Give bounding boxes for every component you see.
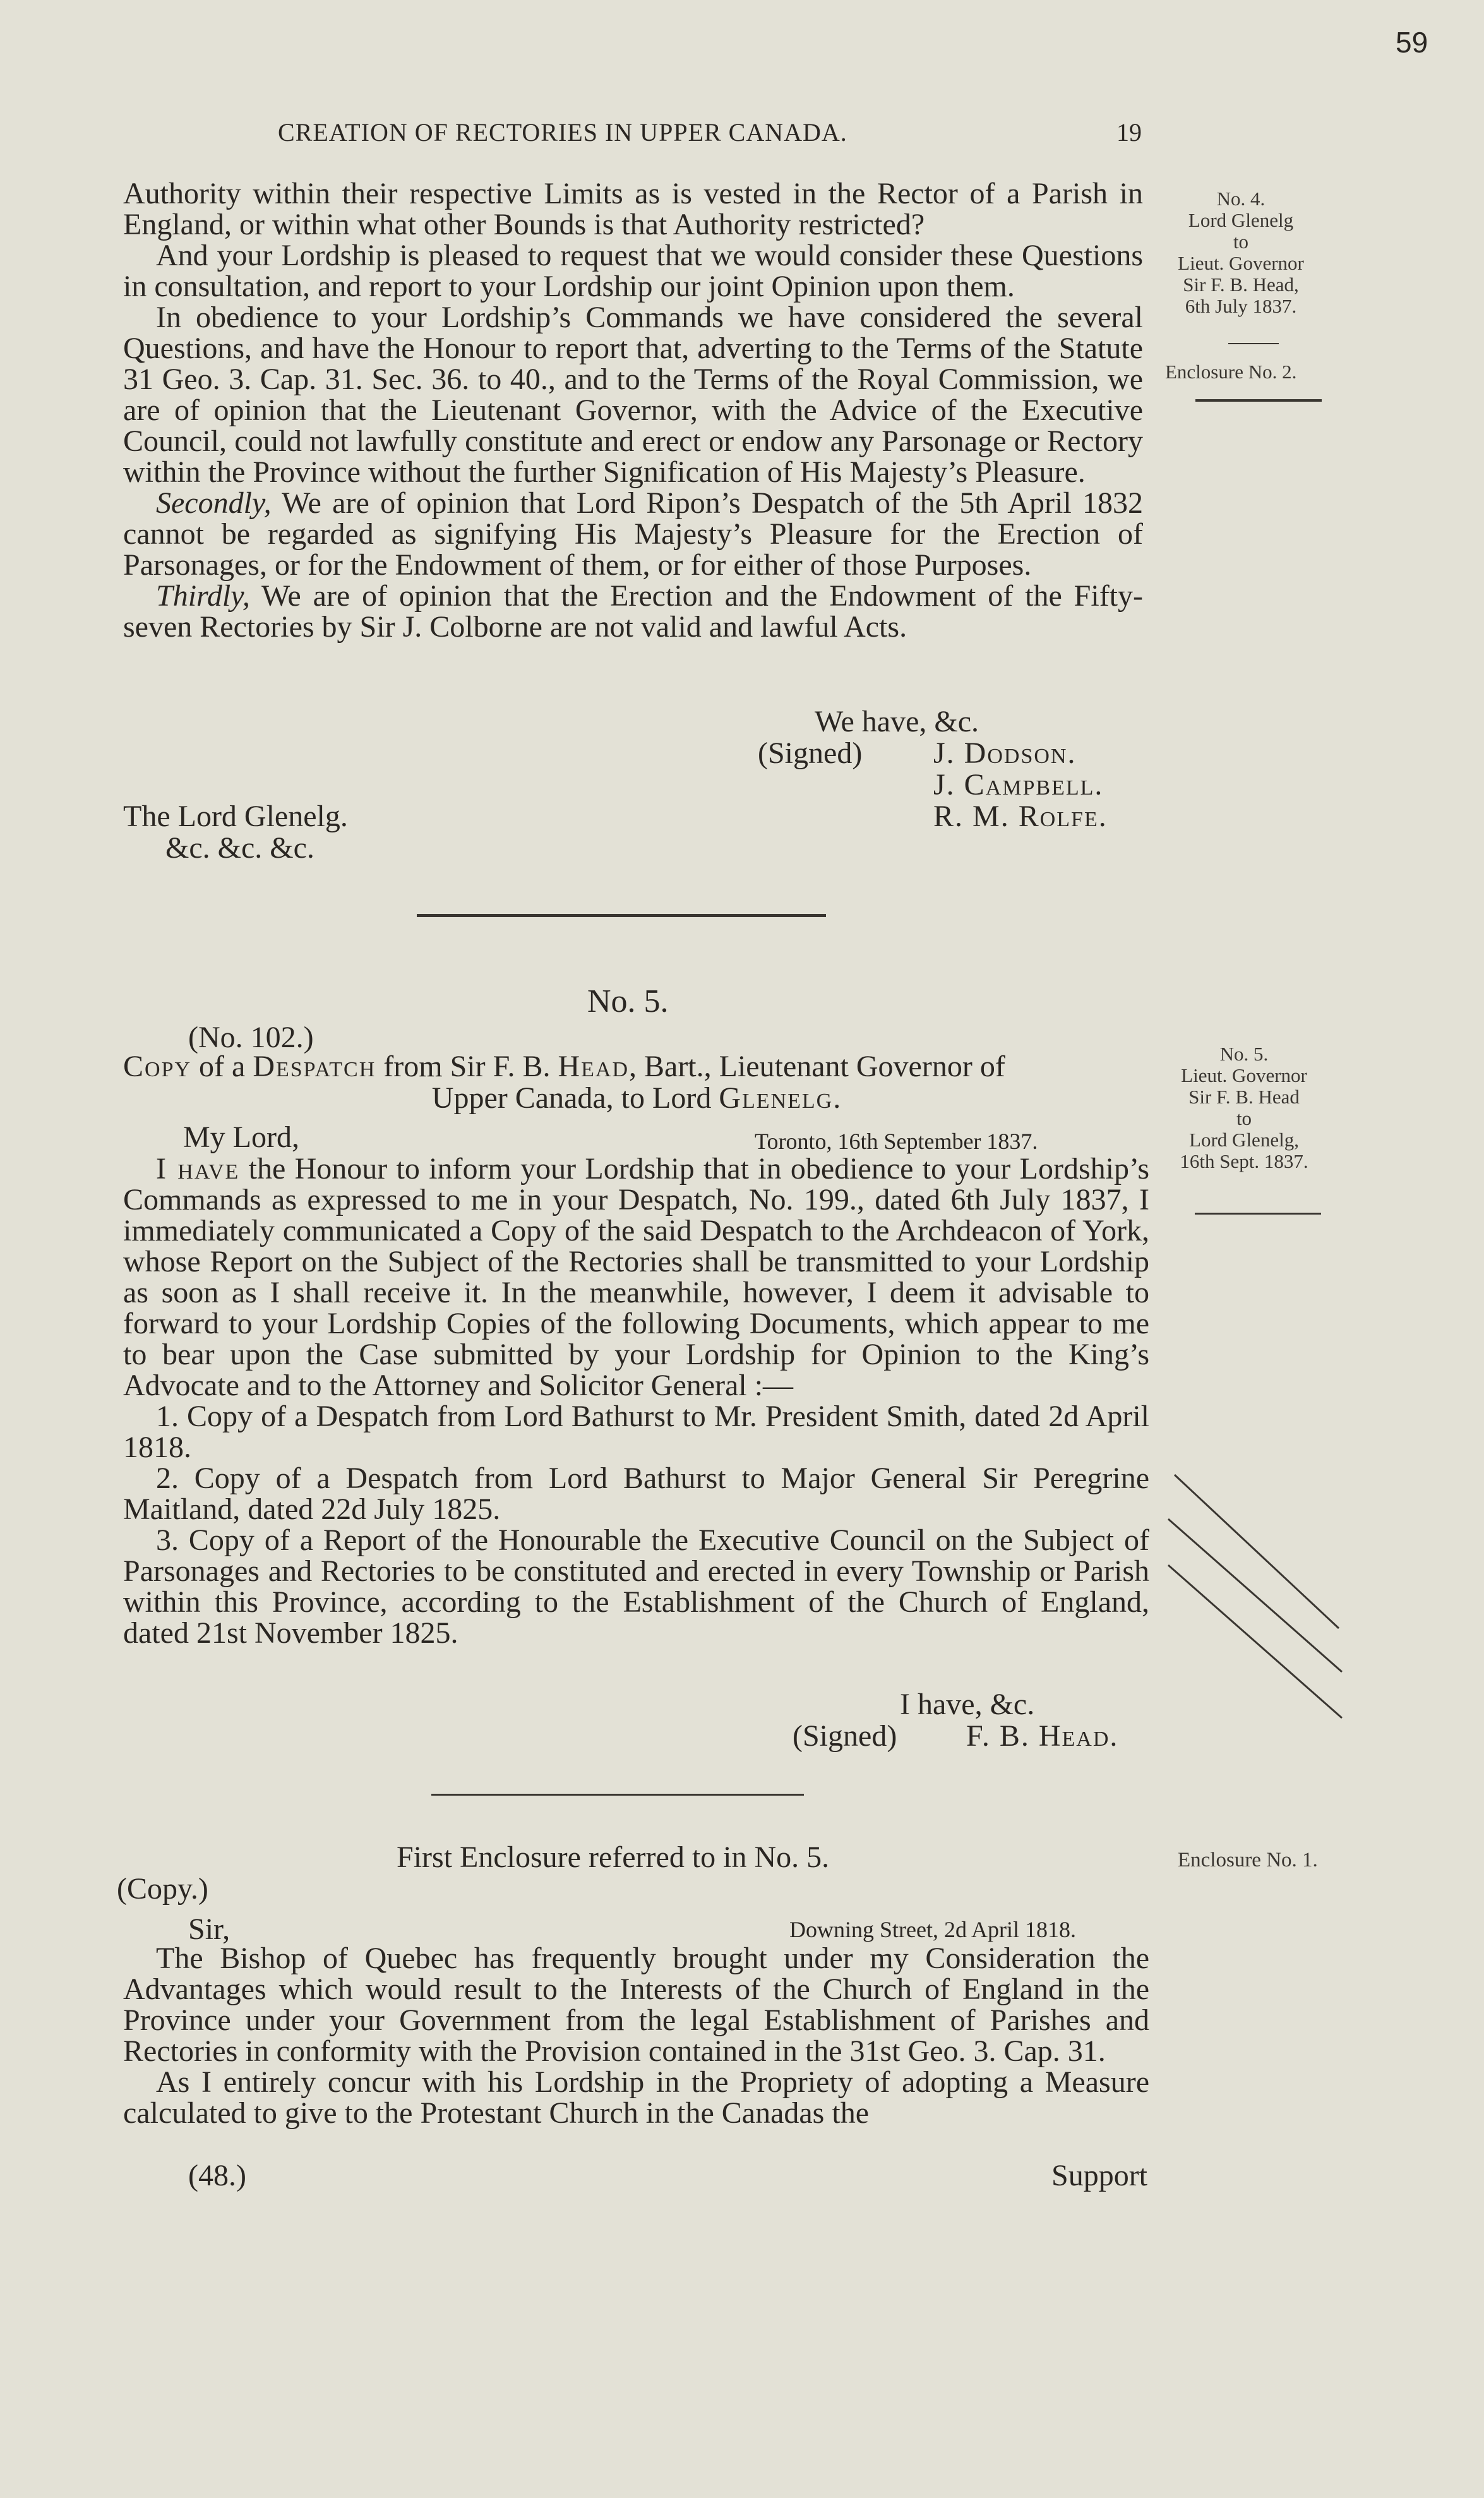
body-lead: I have [156, 1152, 240, 1186]
signatory: J. Dodson. [933, 736, 1077, 770]
despatch-body [123, 1153, 1149, 1648]
title-despatch: Despatch [253, 1050, 376, 1083]
section-divider [431, 1794, 804, 1796]
list-item: 1. Copy of a Despatch from Lord Bathurst to Mr. President Smith, dated 2d April 1818. [123, 1400, 1149, 1464]
margin-line: Sir F. B. Head, [1183, 273, 1299, 296]
margin-enclosure-1: Enclosure No. 1. [1178, 1849, 1318, 1871]
thirdly-lead: Thirdly, [156, 579, 250, 613]
copy-label: (Copy.) [117, 1872, 208, 1906]
title-copy: Copy [123, 1050, 192, 1083]
title-word: . [833, 1081, 841, 1115]
paragraph [123, 1153, 1149, 1401]
signatory: J. Campbell. [933, 768, 1104, 802]
part1-body [123, 178, 1143, 642]
despatch-number: (No. 102.) [188, 1021, 314, 1054]
title-word: from Sir F. B. [376, 1050, 558, 1083]
secondly-text: We are of opinion that Lord Ripon’s Despatch of the 5th April 1832 cannot be regarded as signifying His Majesty’s Pleasure for the Erection of Parsonages, or for the Endowment of them, or for either of those Purposes. [123, 486, 1143, 582]
paragraph: Authority within their respective Limits as is vested in the Rector of a Parish in England, or within what other Bounds is that Authority restricted? [123, 177, 1143, 241]
paragraph [123, 488, 1143, 580]
signatory: R. M. Rolfe. [933, 800, 1108, 833]
margin-line: to [1233, 231, 1249, 253]
signed-label: (Signed) [758, 736, 863, 770]
thirdly-text: We are of opinion that the Erection and the Endowment of the Fifty-seven Rectories by Sir J. Colborne are not valid and lawful Acts. [123, 579, 1143, 644]
margin-line: Sir F. B. Head [1188, 1086, 1300, 1108]
body-text: the Honour to inform your Lordship that in obedience to your Lordship’s Commands as expressed to me in your Despatch, No. 199., dated 6th July 1837, I immediately communicated a Copy of the said Despatch to the Archdeacon of York, whose Report on the Subject of the Rectories shall be transmitted to your Lordship as soon as I shall receive it. In the meanwhile, however, I deem it advisable to forward to your Lordship Copies of the following Documents, which appear to me to bear upon the Case submitted by your Lordship for Opinion to the King’s Advocate and to the Attorney and Solicitor General :— [123, 1152, 1150, 1402]
signatory: F. B. Head. [966, 1719, 1119, 1753]
running-title: CREATION OF RECTORIES IN UPPER CANADA. [278, 118, 847, 147]
diagonal-line [1168, 1565, 1342, 1718]
diagonal-line [1168, 1519, 1342, 1672]
margin-line: 6th July 1837. [1185, 295, 1297, 317]
running-page: 19 [1116, 118, 1142, 147]
title-glenelg: Glenelg [719, 1081, 834, 1115]
title-word: Upper Canada, to Lord [431, 1081, 719, 1115]
addressee-etc: &c. &c. &c. [165, 831, 314, 865]
signature-mark: (48.) [188, 2159, 246, 2192]
paragraph: As I entirely concur with his Lordship in the Propriety of adopting a Measure calculated to give to the Protestant Church in the Canadas the [123, 2065, 1149, 2130]
signed-label: (Signed) [793, 1719, 897, 1753]
enclosure-body [123, 1943, 1149, 2129]
addressee: The Lord Glenelg. [123, 800, 348, 833]
margin-divider [1195, 399, 1322, 402]
list-item: 2. Copy of a Despatch from Lord Bathurst to Major General Sir Peregrine Maitland, dated 22d July 1825. [123, 1462, 1149, 1526]
margin-line: Lord Glenelg, [1189, 1129, 1299, 1151]
title-word: of a [191, 1050, 253, 1083]
margin-line: to [1236, 1107, 1252, 1129]
paragraph: The Bishop of Quebec has frequently brought under my Consideration the Advantages which would result to the Interests of the Church of England in the Province under your Government from the legal Establishment of Parishes and Rectories in conformity with the Provision contained in the 31st Geo. 3. Cap. 31. [123, 1942, 1149, 2068]
salutation: Sir, [188, 1913, 230, 1946]
margin-line: No. 5. [1219, 1043, 1269, 1065]
margin-line: No. 4. [1216, 188, 1266, 210]
catchword: Support [1051, 2159, 1148, 2192]
salutation: My Lord, [183, 1120, 299, 1154]
diagonal-marks [1162, 1459, 1351, 1731]
enclosure-heading: First Enclosure referred to in No. 5. [397, 1840, 830, 1874]
place-date: Toronto, 16th September 1837. [755, 1129, 1038, 1154]
margin-enclosure-2: Enclosure No. 2. [1165, 361, 1297, 383]
title-word: , Bart., Lieutenant Governor of [629, 1050, 1005, 1083]
secondly-lead: Secondly, [156, 486, 272, 520]
section-divider [417, 914, 826, 917]
closing: We have, &c. [815, 705, 979, 738]
closing: I have, &c. [900, 1688, 1035, 1721]
page-number: 59 [1396, 26, 1428, 59]
margin-line: Lord Glenelg [1188, 209, 1294, 231]
paragraph [123, 580, 1143, 642]
margin-divider [1228, 343, 1279, 344]
margin-note-no4 [1165, 188, 1317, 317]
diagonal-line [1175, 1475, 1339, 1628]
margin-note-no5 [1168, 1043, 1320, 1172]
title-head: Head [558, 1050, 629, 1083]
paragraph: And your Lordship is pleased to request that we would consider these Questions in consultation, and report to your Lordship our joint Opinion upon them. [123, 239, 1143, 303]
margin-divider [1195, 1213, 1321, 1215]
paragraph: In obedience to your Lordship’s Commands we have considered the several Questions, and have the Honour to report that, adverting to the Terms of the Statute 31 Geo. 3. Cap. 31. Sec. 36. to 40., and to the Terms of the Royal Commission, we are of opinion that the Lieutenant Governor, with the Advice of the Executive Council, could not lawfully constitute and erect or endow any Parsonage or Rectory within the Province without the further Signification of His Majesty’s Pleasure. [123, 301, 1143, 489]
list-item: 3. Copy of a Report of the Honourable the Executive Council on the Subject of Parsonages and Rectories to be constituted and erected in every Township or Parish within this Province, according to the Establishment of the Church of England, dated 21st November 1825. [123, 1523, 1149, 1650]
place-date: Downing Street, 2d April 1818. [789, 1917, 1076, 1942]
margin-line: Lieut. Governor [1181, 1064, 1307, 1086]
title-word [123, 1051, 1005, 1083]
margin-line: 16th Sept. 1837. [1180, 1150, 1308, 1172]
despatch-heading: No. 5. [587, 983, 669, 1019]
margin-line: Lieut. Governor [1178, 252, 1304, 274]
despatch-title [123, 1051, 1149, 1114]
